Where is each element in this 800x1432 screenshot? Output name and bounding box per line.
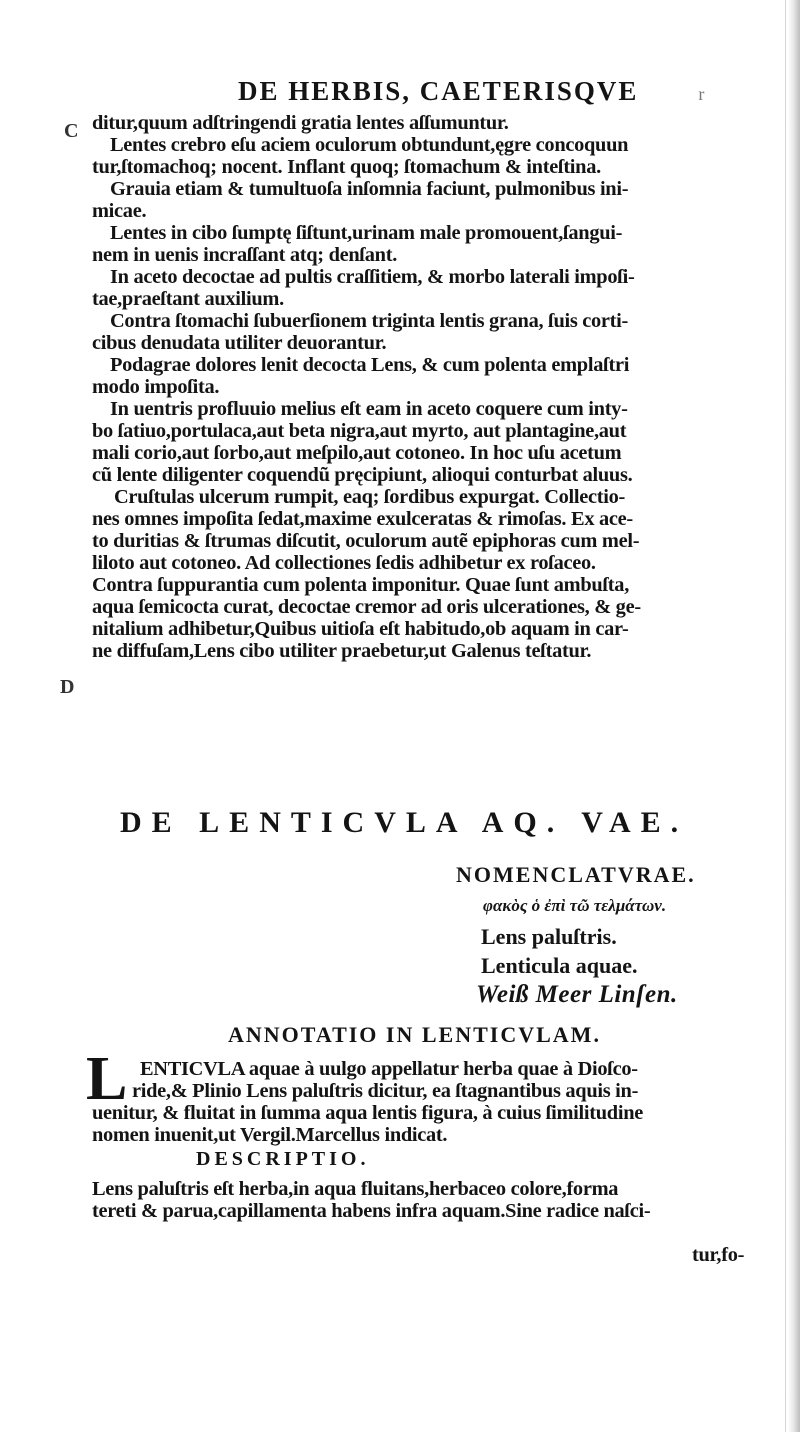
body-line: Lentes crebro eſu aciem oculorum obtundunt,ęgre concoquun bbox=[110, 134, 629, 156]
annotation-line: uenitur, & fluitat in ſumma aqua lentis figura, à cuius ſimilitudine bbox=[92, 1102, 643, 1124]
body-line: Contra ſtomachi ſubuerſionem triginta lentis grana, ſuis corti- bbox=[110, 310, 629, 332]
greek-name: φακὸς ὁ ἐπὶ τῶ τελμάτων. bbox=[483, 896, 667, 915]
annotation-line: ride,& Plinio Lens paluſtris dicitur, ea ſtagnantibus aquis in- bbox=[132, 1080, 639, 1102]
body-line: cibus denudata utiliter deuorantur. bbox=[92, 332, 387, 354]
body-line: nes omnes impoſita ſedat,maxime exulceratas & rimoſas. Ex ace- bbox=[92, 508, 633, 530]
body-line: Grauia etiam & tumultuoſa inſomnia faciunt, pulmonibus ini- bbox=[110, 178, 629, 200]
section-title: DE LENTICVLA AQ. VAE. bbox=[120, 806, 689, 839]
margin-letter-c: C bbox=[64, 120, 79, 142]
annotation-text bbox=[92, 1058, 778, 1146]
description-heading: DESCRIPTIO. bbox=[196, 1148, 370, 1170]
running-head-text: DE HERBIS, CAETERISQVE bbox=[238, 76, 639, 106]
body-line: In uentris profluuio melius eſt eam in aceto coquere cum inty- bbox=[110, 398, 628, 420]
catchword: tur,fo- bbox=[692, 1244, 745, 1266]
german-name: Weiß Meer Linſen. bbox=[476, 981, 678, 1008]
body-line: Cruſtulas ulcerum rumpit, eaq; ſordibus expurgat. Collectio- bbox=[114, 486, 626, 508]
body-line: cũ lente diligenter coquendũ pręcipiunt, alioqui conturbat aluus. bbox=[92, 464, 633, 486]
body-line: nem in uenis incraſſant atq; denſant. bbox=[92, 244, 397, 266]
page-edge-shadow bbox=[788, 0, 800, 1432]
body-line: modo impoſita. bbox=[92, 376, 220, 398]
body-line: mali corio,aut ſorbo,aut meſpilo,aut cotoneo. In hoc uſu acetum bbox=[92, 442, 622, 464]
annotation-line: ENTICVLA aquae à uulgo appellatur herba quae à Dioſco- bbox=[140, 1058, 638, 1080]
description-line: tereti & parua,capillamenta habens infra aquam.Sine radice naſci- bbox=[92, 1200, 651, 1222]
running-head-mark: r bbox=[698, 84, 707, 104]
nomenclature-heading: NOMENCLATVRAE. bbox=[456, 862, 696, 887]
annotation-heading: ANNOTATIO IN LENTICVLAM. bbox=[228, 1022, 601, 1047]
margin-letter-d: D bbox=[60, 676, 75, 698]
latin-name-2: Lenticula aquae. bbox=[481, 953, 638, 978]
running-head bbox=[238, 76, 706, 107]
description-text bbox=[92, 1178, 778, 1222]
body-line: to duritias & ſtrumas diſcutit, oculorum autẽ epiphoras cum mel- bbox=[92, 530, 640, 552]
body-line: tur,ſtomachoq; nocent. Inflant quoq; ſtomachum & inteſtina. bbox=[92, 156, 601, 178]
body-line: ne diffuſam,Lens cibo utiliter praebetur,ut Galenus teſtatur. bbox=[92, 640, 592, 662]
body-line: Contra ſuppurantia cum polenta imponitur. Quae ſunt ambuſta, bbox=[92, 574, 629, 596]
body-line: micae. bbox=[92, 200, 147, 222]
body-line: In aceto decoctae ad pultis craſſitiem, & morbo laterali impoſi- bbox=[110, 266, 635, 288]
body-line: ditur,quum adſtringendi gratia lentes aſſumuntur. bbox=[92, 112, 509, 134]
body-line: bo ſatiuo,portulaca,aut beta nigra,aut myrto, aut plantagine,aut bbox=[92, 420, 627, 442]
latin-name-1: Lens paluſtris. bbox=[481, 924, 617, 949]
annotation-line: nomen inuenit,ut Vergil.Marcellus indicat. bbox=[92, 1124, 448, 1146]
body-line: tae,praeſtant auxilium. bbox=[92, 288, 284, 310]
body-line: nitalium adhibetur,Quibus uitioſa eſt habitudo,ob aquam in car- bbox=[92, 618, 629, 640]
description-line: Lens paluſtris eſt herba,in aqua fluitans,herbaceo colore,forma bbox=[92, 1178, 619, 1200]
drop-capital: L bbox=[86, 1045, 128, 1113]
body-text bbox=[92, 112, 778, 662]
body-line: liloto aut cotoneo. Ad collectiones ſedis adhibetur ex roſaceo. bbox=[92, 552, 596, 574]
body-line: Lentes in cibo ſumptę ſiſtunt,urinam male promouent,ſangui- bbox=[110, 222, 623, 244]
body-line: Podagrae dolores lenit decocta Lens, & cum polenta emplaſtri bbox=[110, 354, 630, 376]
body-line: aqua ſemicocta curat, decoctae cremor ad oris ulcerationes, & ge- bbox=[92, 596, 641, 618]
page-edge-line bbox=[785, 0, 786, 1432]
